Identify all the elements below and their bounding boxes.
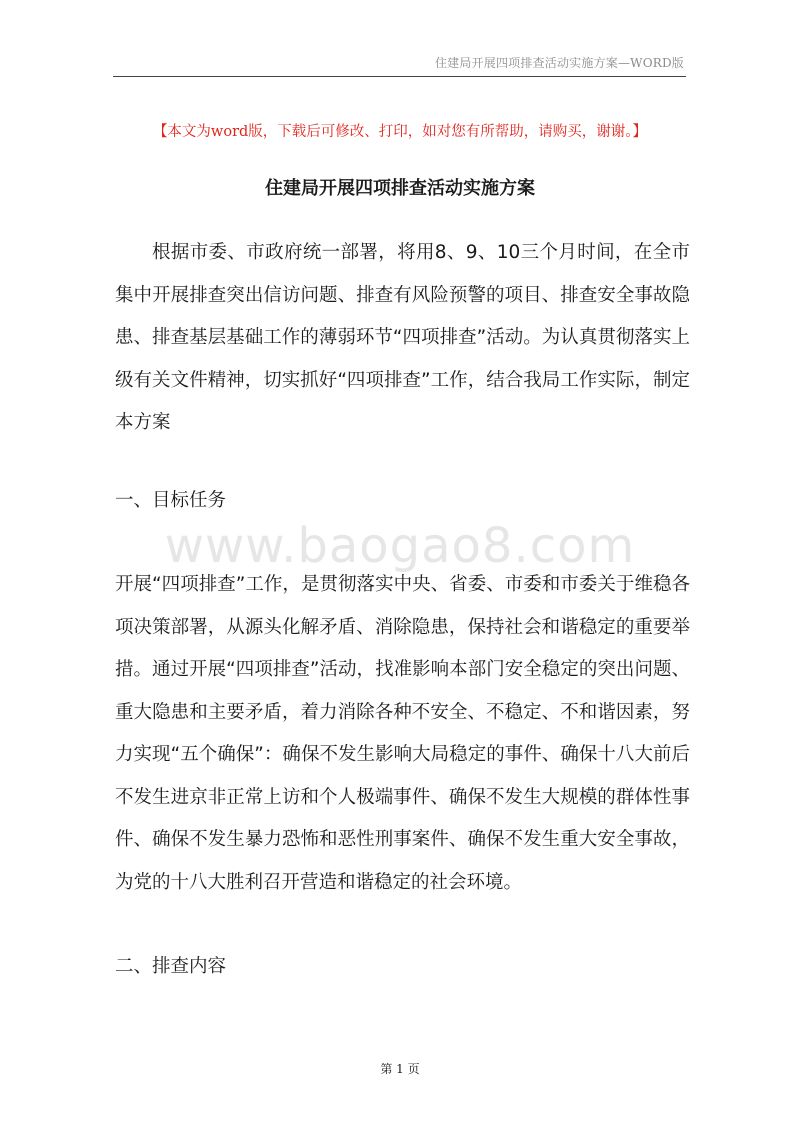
intro-paragraph: 根据市委、市政府统一部署，将用8、9、10三个月时间，在全市集中开展排查突出信访问题、排查有风险预警的项目、排查安全事故隐患、排查基层基础工作的薄弱环节“四项排查”活动。为认真贯彻落实上级有关文件精神，切实抓好“四项排查”工作，结合我局工作实际，制定本方案 [115,242,690,433]
document-title: 住建局开展四项排查活动实施方案 [265,178,535,199]
header-divider [113,76,686,77]
purchase-notice: 【本文为word版，下载后可修改、打印，如对您有所帮助，请购买，谢谢。】 [152,124,648,140]
page-number: 第 1 页 [380,1062,420,1076]
running-header: 住建局开展四项排查活动实施方案—WORD版 [434,56,684,70]
section-heading-goals: 一、目标任务 [115,490,227,511]
watermark: www.baogao8.com [164,518,636,574]
section-heading-content: 二、排查内容 [115,956,227,977]
section-body-goals: 开展“四项排查”工作，是贯彻落实中央、省委、市委和市委关于维稳各项决策部署，从源头化解矛盾、消除隐患，保持社会和谐稳定的重要举措。通过开展“四项排查”活动，找准影响本部门安全稳定的突出问题、重大隐患和主要矛盾，着力消除各种不安全、不稳定、不和谐因素，努力实现“五个确保”：确保不发生影响大局稳定的事件、确保十八大前后不发生进京非正常上访和个人极端事件、确保不发生大规模的群体性事件、确保不发生暴力恐怖和恶性刑事案件、确保不发生重大安全事故，为党的十八大胜利召开营造和谐稳定的社会环境。 [115,574,690,893]
